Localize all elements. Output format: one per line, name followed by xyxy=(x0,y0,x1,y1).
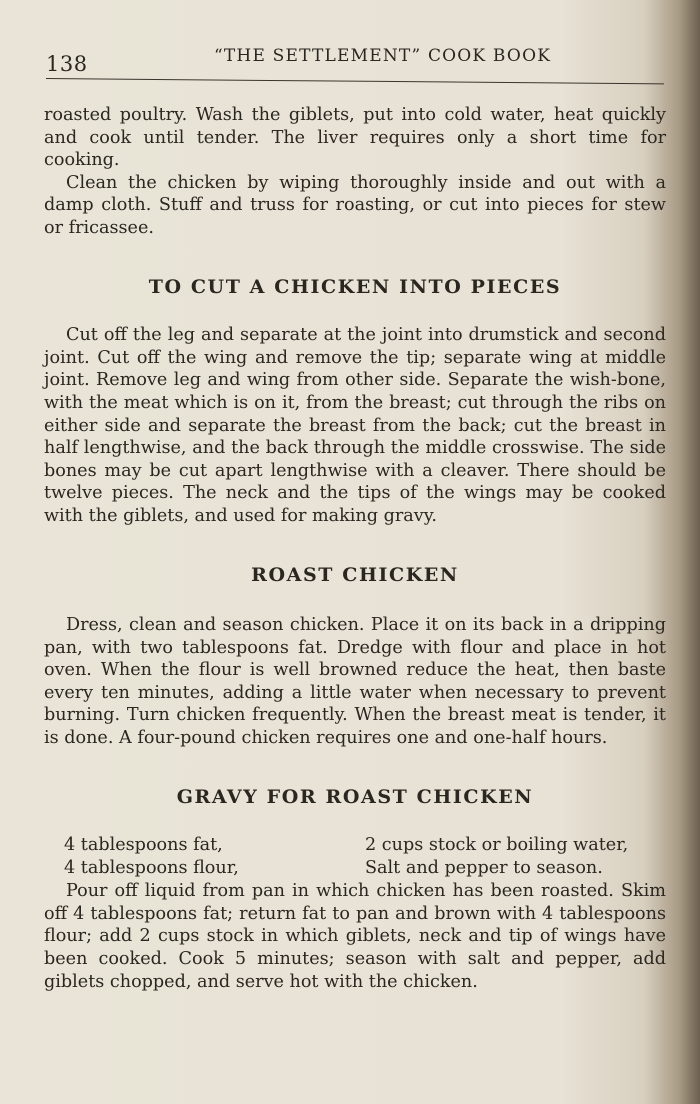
header-rule xyxy=(46,78,664,84)
section-body-cut: Cut off the leg and separate at the joint into drumstick and second joint. Cut off the wing and remove the tip; separate wing at middle joint. Remove leg and wing from other side. Separate the wish-bone, with the meat which is on it, from the breast; cut through the ribs on either side and separate the breast from the back; cut the breast in half lengthwise, and the back through the middle crosswise. The side bones may be cut apart lengthwise with a cleaver. There should be twelve pieces. The neck and the tips of the wings may be cooked with the giblets, and used for making gravy. xyxy=(44,325,666,526)
intro-continuation: roasted poultry. Wash the giblets, put into cold water, heat quickly and cook until tender. The liver requires only a short time for cooking. xyxy=(44,105,666,171)
section-title-gravy: GRAVY FOR ROAST CHICKEN xyxy=(176,785,534,808)
running-title: “THE SETTLEMENT” COOK BOOK xyxy=(214,46,552,66)
ingredient-item: 4 tablespoons flour, xyxy=(64,858,239,879)
section-body-gravy: Pour off liquid from pan in which chicken has been roasted. Skim off 4 tablespoons fat; return fat to pan and brown with 4 tablespoons flour; add 2 cups stock in which giblets, neck and tip of wings have been cooked. Cook 5 minutes; season with salt and pepper, add giblets chopped, and serve hot with the chicken. xyxy=(44,881,666,992)
ingredient-item: 2 cups stock or boiling water, xyxy=(365,835,629,856)
ingredient-item: Salt and pepper to season. xyxy=(365,858,603,879)
section-title-roast: ROAST CHICKEN xyxy=(251,563,459,586)
ingredient-column-right xyxy=(365,834,666,880)
page-number: 138 xyxy=(46,52,88,76)
clean-paragraph: Clean the chicken by wiping thoroughly inside and out with a damp cloth. Stuff and truss for roasting, or cut into pieces for stew or fricassee. xyxy=(44,172,666,238)
ingredient-column-left xyxy=(64,834,365,880)
page-header xyxy=(44,44,664,78)
page-body xyxy=(44,104,666,993)
section-title-cut: TO CUT A CHICKEN INTO PIECES xyxy=(148,275,562,298)
section-body-roast: Dress, clean and season chicken. Place it on its back in a dripping pan, with two tablespoons fat. Dredge with flour and place in hot oven. When the flour is well browned reduce the heat, then baste every ten minutes, adding a little water when necessary to prevent burning. Turn chicken frequently. When the breast meat is tender, it is done. A four-pound chicken requires one and one-half hours. xyxy=(44,615,666,749)
ingredient-item: 4 tablespoons fat, xyxy=(64,835,223,856)
ingredient-list xyxy=(64,834,666,880)
